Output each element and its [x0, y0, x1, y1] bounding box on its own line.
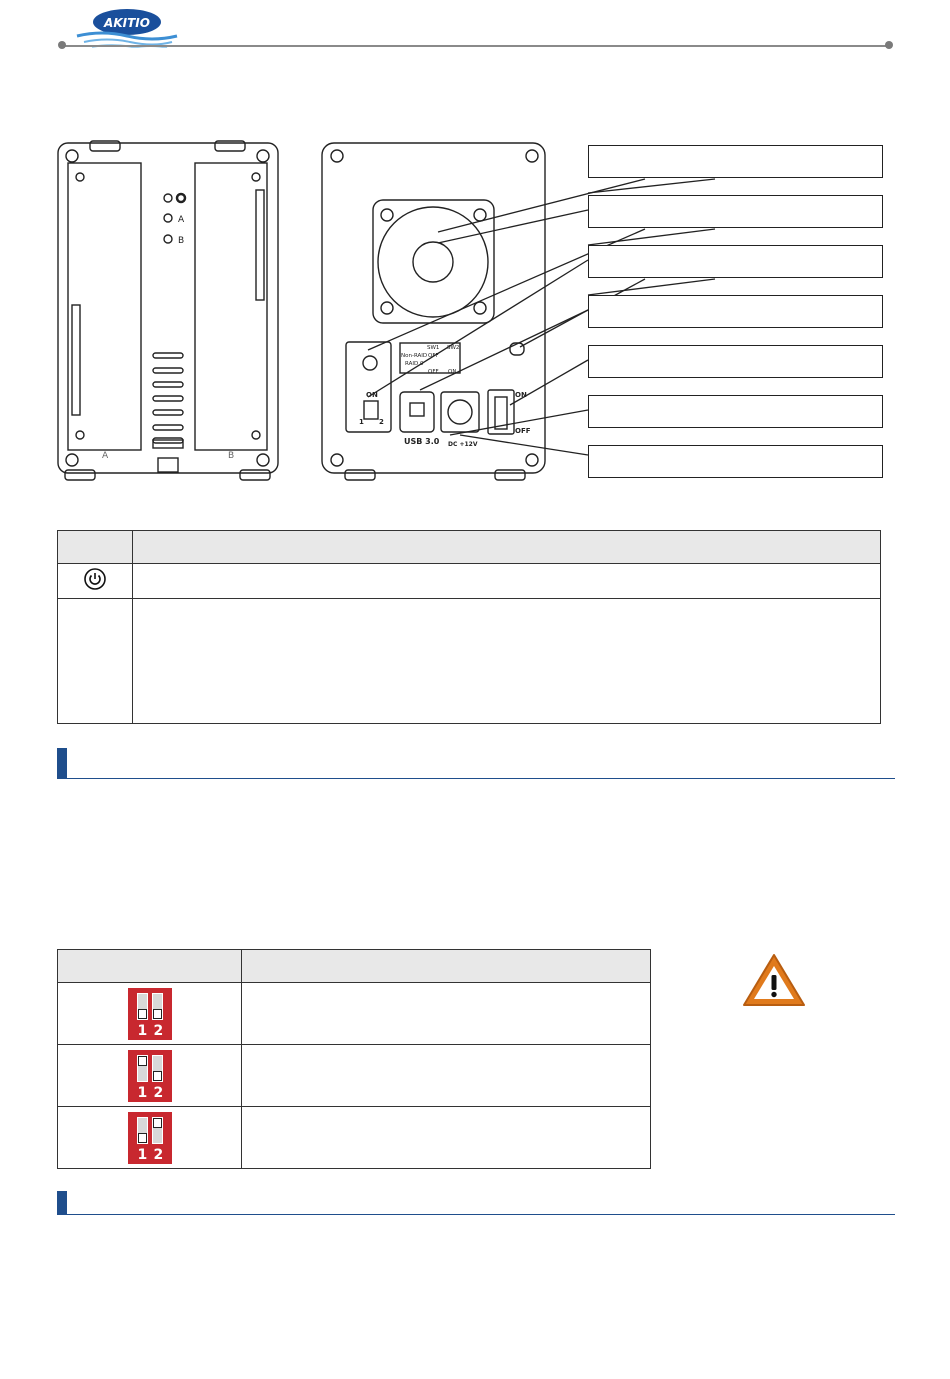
dip-cell	[58, 1045, 242, 1107]
power-icon	[84, 568, 106, 595]
led-table-header	[58, 531, 881, 564]
callout-box-7	[588, 445, 883, 478]
dip-table-header	[58, 950, 651, 983]
logo-text: AKITIO	[104, 16, 150, 30]
dip-cell	[58, 983, 242, 1045]
dip-number-1: 1	[137, 1084, 148, 1101]
led-table	[57, 530, 881, 724]
led-table-desc-cell	[133, 564, 881, 599]
rear-switch-num-1: 1	[359, 418, 364, 426]
callout-box-4	[588, 295, 883, 328]
led-table-header-icon	[58, 531, 133, 564]
dip-switch-icon	[128, 1112, 172, 1164]
led-table-icon-cell	[58, 564, 133, 599]
header-rule-dot-right	[885, 41, 893, 49]
dip-desc-cell	[242, 1107, 651, 1169]
raid-header-sw1: SW1	[427, 345, 440, 351]
dip-desc-cell	[242, 1045, 651, 1107]
power-on-label: ON	[515, 391, 527, 399]
front-led-label-b: B	[178, 236, 185, 246]
section-rule	[57, 1214, 895, 1215]
rear-switch-label: ON	[366, 391, 378, 399]
section-marker	[57, 1191, 67, 1214]
callout-box-3	[588, 245, 883, 278]
table-row	[58, 1045, 651, 1107]
dip-number-2: 2	[153, 1146, 164, 1163]
front-bay-label-a: A	[102, 451, 109, 461]
rear-switch-num-2: 2	[379, 418, 384, 426]
logo-icon	[72, 6, 182, 46]
led-table-desc-cell	[133, 599, 881, 724]
dip-switch-icon	[128, 1050, 172, 1102]
raid-header-sw2: SW2	[447, 345, 460, 351]
header-rule-dot-left	[58, 41, 66, 49]
led-table-header-desc	[133, 531, 881, 564]
power-off-label: OFF	[515, 427, 531, 435]
dip-cell	[58, 1107, 242, 1169]
table-row	[58, 564, 881, 599]
callout-box-2	[588, 195, 883, 228]
dip-number-1: 1	[137, 1146, 148, 1163]
dc-label: DC +12V	[448, 441, 478, 448]
raid-row-1-label: Non-RAID	[401, 353, 428, 359]
header-rule	[62, 45, 890, 47]
table-row	[58, 983, 651, 1045]
usb-label: USB 3.0	[404, 437, 440, 446]
raid-row-2-label: RAID 0	[405, 361, 424, 367]
callout-box-1	[588, 145, 883, 178]
front-bay-label-b: B	[228, 451, 235, 461]
dip-table-header-mode	[242, 950, 651, 983]
dip-number-1: 1	[137, 1022, 148, 1039]
callout-box-6	[588, 395, 883, 428]
front-panel	[58, 141, 278, 480]
table-row	[58, 599, 881, 724]
dip-switch-table	[57, 949, 651, 1169]
warning-icon	[741, 952, 807, 1008]
led-table-icon-cell	[58, 599, 133, 724]
dip-number-2: 2	[153, 1022, 164, 1039]
header	[0, 0, 950, 60]
section-marker	[57, 748, 67, 778]
dip-table-header-setting	[58, 950, 242, 983]
dip-number-2: 2	[153, 1084, 164, 1101]
rear-panel	[322, 143, 545, 480]
dip-switch-icon	[128, 988, 172, 1040]
table-row	[58, 1107, 651, 1169]
raid-row-3-sw1: OFF	[428, 369, 439, 375]
front-led-label-a: A	[178, 215, 185, 225]
callout-box-5	[588, 345, 883, 378]
section-rule	[57, 778, 895, 779]
raid-row-3-sw2: ON	[448, 369, 457, 375]
raid-row-1-sw1: OFF	[428, 353, 439, 359]
dip-desc-cell	[242, 983, 651, 1045]
